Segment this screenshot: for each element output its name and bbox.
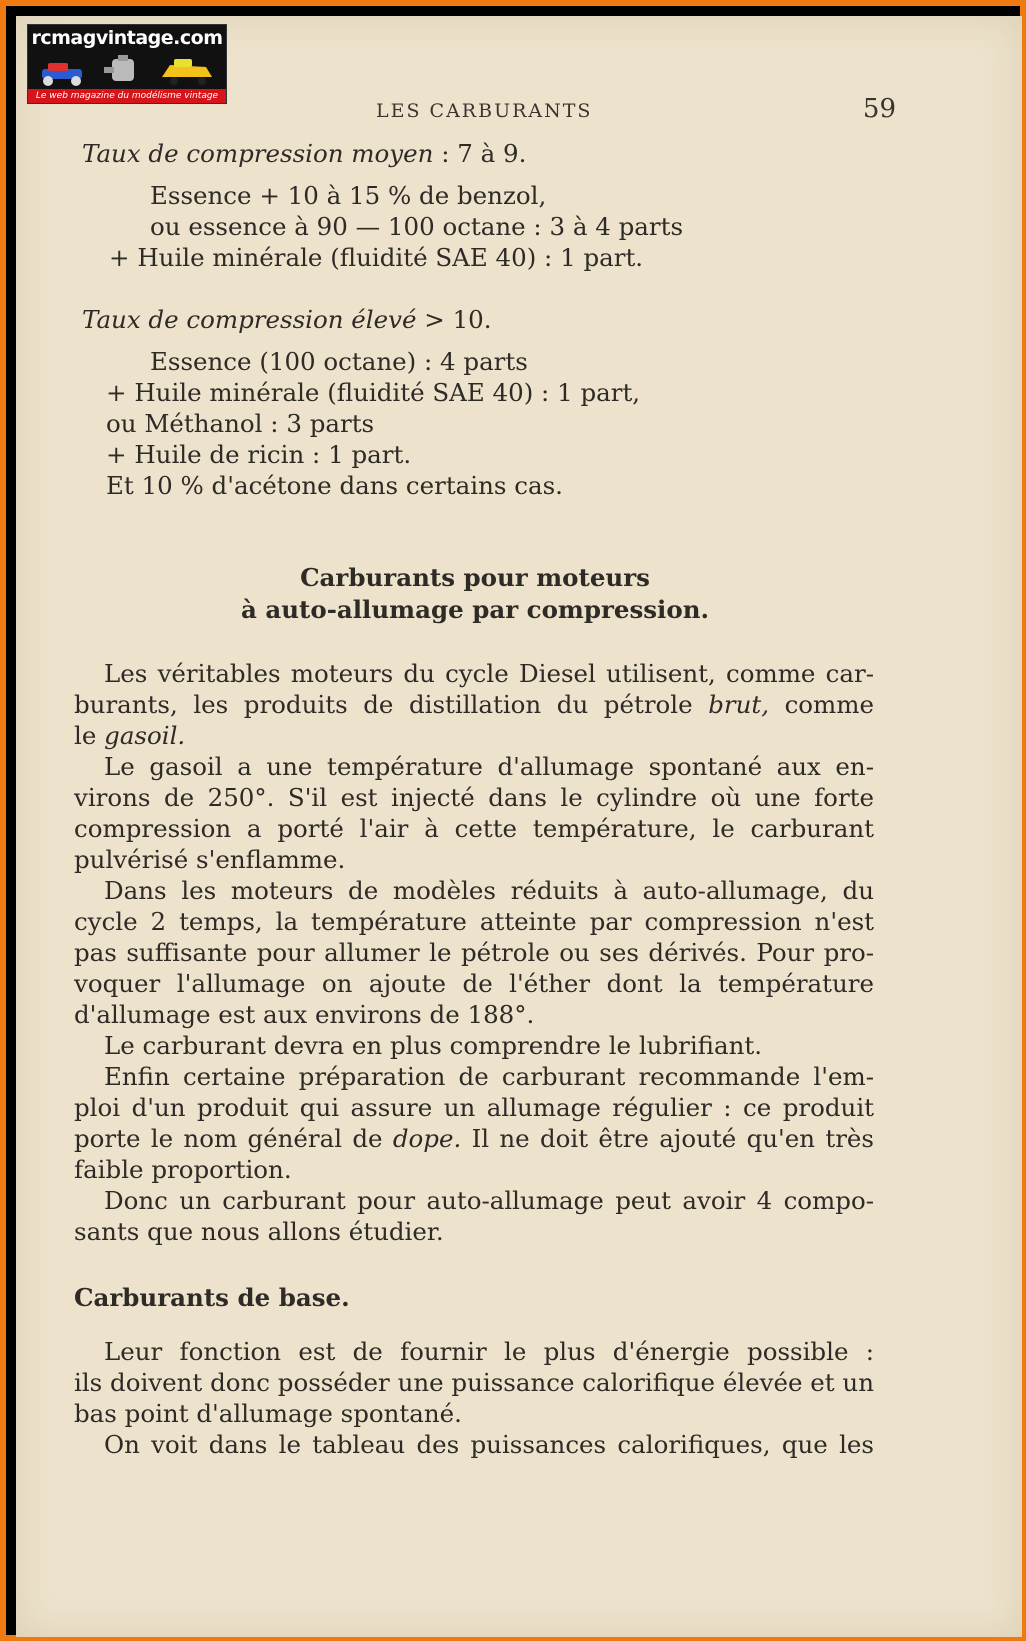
page-number: 59	[862, 94, 896, 124]
running-head: LES CARBURANTS	[376, 100, 593, 122]
heading-value: : 7 à 9.	[441, 139, 527, 168]
paragraph-line: virons de 250°. S'il est injecté dans le cylindre où une forte	[74, 783, 874, 812]
paragraph-line: bas point d'allumage spontané.	[74, 1399, 462, 1428]
subheading-carburants-de-base: Carburants de base.	[74, 1283, 350, 1312]
paragraph-line: compression a porté l'air à cette température, le carburant	[74, 814, 874, 843]
paragraph-line: pulvérisé s'enflamme.	[74, 845, 346, 874]
book-page	[16, 16, 1022, 1637]
recipe-line: + Huile minérale (fluidité SAE 40) : 1 part.	[109, 243, 644, 272]
heading-value: > 10.	[424, 305, 492, 334]
paragraph-line: On voit dans le tableau des puissances calorifiques, que les	[104, 1430, 874, 1459]
emphasis-text: dope.	[392, 1124, 462, 1153]
emphasis-text: gasoil.	[104, 721, 186, 750]
text-run: comme	[784, 690, 874, 719]
section-title-line2: à auto-allumage par compression.	[240, 595, 710, 624]
paragraph-line	[74, 1123, 874, 1154]
text-run: burants, les produits de distillation du pétrole	[74, 690, 693, 719]
paragraph-line: Leur fonction est de fournir le plus d'énergie possible :	[104, 1337, 874, 1366]
recipe-line: + Huile minérale (fluidité SAE 40) : 1 part,	[106, 378, 641, 407]
logo-title: rcmagvintage.com	[31, 27, 223, 49]
paragraph-line: Enfin certaine préparation de carburant recommande l'em-	[104, 1062, 874, 1091]
paragraph-line: Les véritables moteurs du cycle Diesel utilisent, comme car-	[104, 659, 874, 688]
text-run: le	[74, 721, 97, 750]
paragraph-line: voquer l'allumage on ajoute de l'éther dont la température	[74, 969, 874, 998]
heading-label: Taux de compression élevé	[82, 305, 417, 334]
recipe-line: Essence + 10 à 15 % de benzol,	[150, 181, 547, 210]
site-logo	[27, 24, 227, 104]
paragraph-line: cycle 2 temps, la température atteinte par compression n'est	[74, 907, 874, 936]
text-run: Il ne doit être ajouté qu'en très	[471, 1124, 874, 1153]
logo-tagline: Le web magazine du modélisme vintage	[28, 89, 226, 103]
emphasis-text: brut,	[708, 690, 769, 719]
recipe-line: ou Méthanol : 3 parts	[106, 409, 375, 438]
paragraph-line: Donc un carburant pour auto-allumage peut avoir 4 compo-	[104, 1186, 874, 1215]
recipe-line: + Huile de ricin : 1 part.	[106, 440, 412, 469]
recipe-line: ou essence à 90 — 100 octane : 3 à 4 parts	[150, 212, 684, 241]
recipe-line: Et 10 % d'acétone dans certains cas.	[106, 471, 563, 500]
heading-label: Taux de compression moyen	[82, 139, 434, 168]
recipe-line: Essence (100 octane) : 4 parts	[150, 347, 528, 376]
paragraph-line	[74, 689, 874, 720]
section-title-line1: Carburants pour moteurs	[300, 563, 650, 592]
rc-models-icon	[34, 53, 222, 87]
heading-compression-eleve	[82, 304, 492, 335]
paragraph-line: pas suffisante pour allumer le pétrole ou ses dérivés. Pour pro-	[74, 938, 874, 967]
paragraph-line: sants que nous allons étudier.	[74, 1217, 444, 1246]
paragraph-line: ils doivent donc posséder une puissance calorifique élevée et un	[74, 1368, 874, 1397]
paragraph-line: faible proportion.	[74, 1155, 292, 1184]
paragraph-line: ploi d'un produit qui assure un allumage régulier : ce produit	[74, 1093, 874, 1122]
paragraph-line: Le carburant devra en plus comprendre le lubrifiant.	[104, 1031, 763, 1060]
heading-compression-moyen	[82, 138, 526, 169]
paragraph-line	[74, 720, 185, 751]
paragraph-line: Le gasoil a une température d'allumage spontané aux en-	[104, 752, 874, 781]
text-run: porte le nom général de	[74, 1124, 383, 1153]
paragraph-line: Dans les moteurs de modèles réduits à auto-allumage, du	[104, 876, 874, 905]
paragraph-line: d'allumage est aux environs de 188°.	[74, 1000, 535, 1029]
